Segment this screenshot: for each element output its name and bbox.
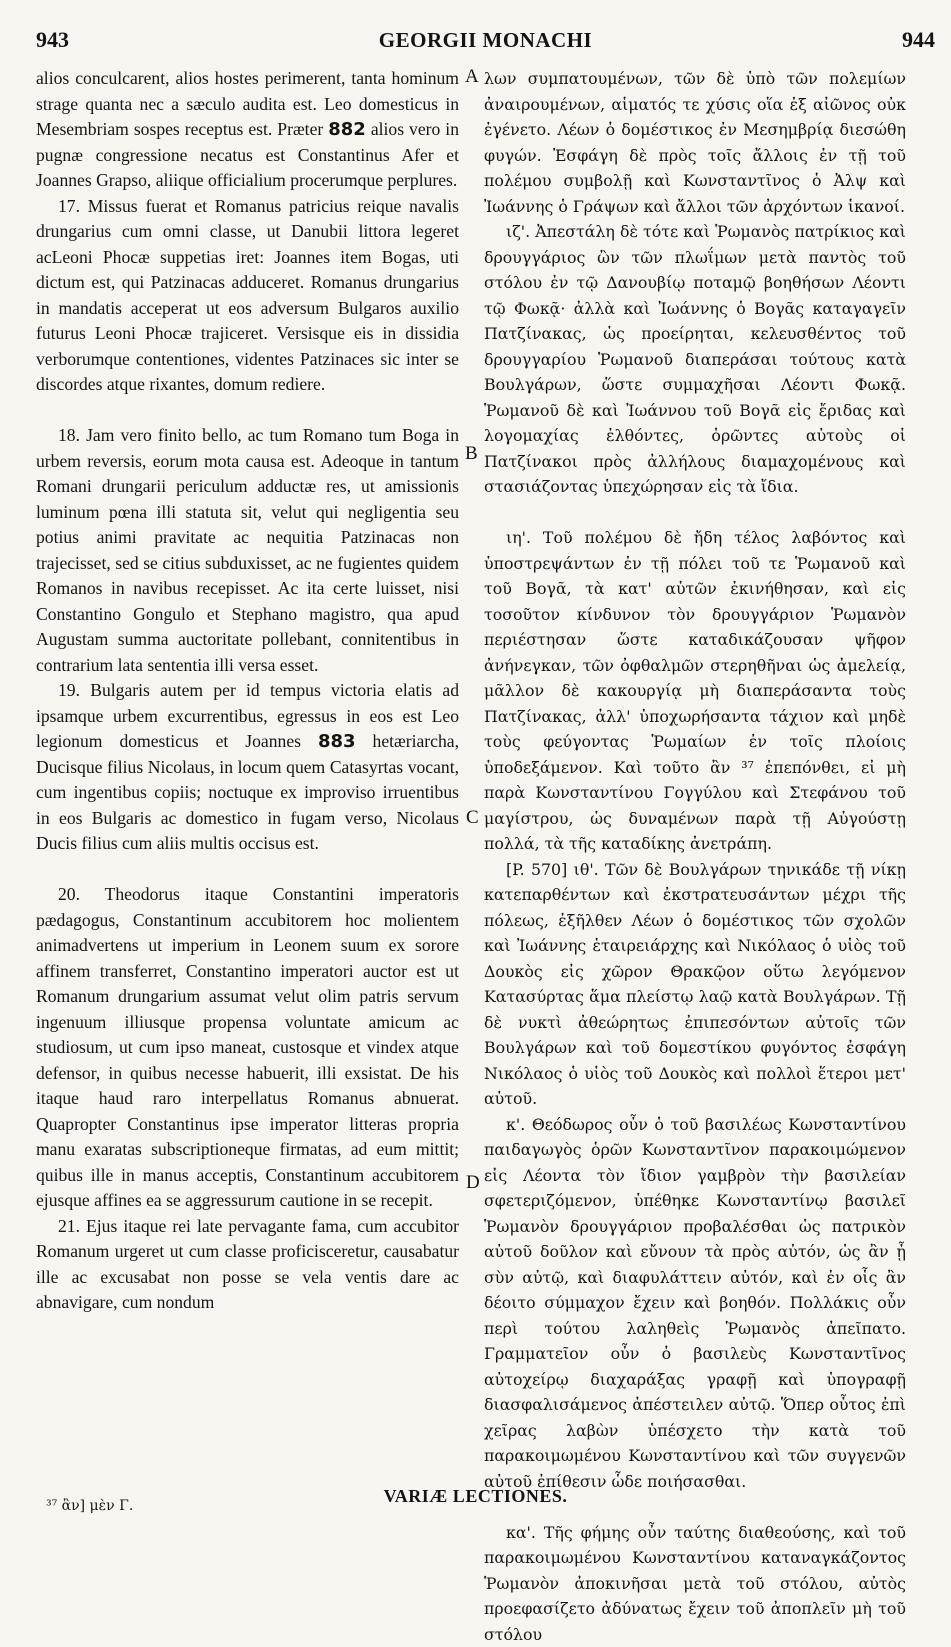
latin-text: hetæriarcha, Ducisque filius Nicolaus, in locum quem Catasyrtas vocant, cum ingentibus copiis; noctuque ex improviso irruentibus in eos Bulgaris ac domestico in fugam verso, Nicolaus Ducis filius cum aliis multis occisus est. [36, 731, 459, 853]
running-title: GEORGII MONACHI [36, 28, 935, 53]
latin-paragraph-18: 18. Jam vero finito bello, ac tum Romano tum Boga in urbem reversis, eorum mota causa est. Adeoque in tantum Romani drungarii periculum adductæ res, ut amissionis luminum pœna illi statuta sit, velut qui negligentia seu potius animi pravitate ac nequitia Patzinacas non trajecisset, sed se citius subduxisset, ac ne fugientes quidem Romanos in navibus recepisset. Ac ita certe luisset, nisi Constantino Gongulo et Stephano magistro, qua apud Augustam summa auctoritate pollebant, connitentibus in contrarium lata sententia illi versa esset. [36, 423, 459, 678]
page-reference-number: 883 [318, 731, 356, 752]
greek-paragraph-21: κα'. Τῆς φήμης οὖν ταύτης διαθεούσης, καὶ τοῦ παρακοιμωμένου Κωνσταντίνου καταναγκάζοντος Ῥωμανὸν ἀποκινῆσαι μετὰ τοῦ στόλου, αὐτὸς προεφασίζετο ἀδύνατως ἔχειν τοῦ ἀποπλεῖν μὴ τοῦ στόλου [484, 1520, 906, 1647]
page-number-right: 944 [902, 27, 935, 53]
latin-text: alios conculcarent, alios hostes perimerent, tanta hominum strage quanta nec a sæculo audita est. Leo domesticus in Mesembriam sospes receptus est. Præter [36, 68, 459, 139]
page-number-left: 943 [36, 27, 69, 53]
margin-letter-c: C [466, 807, 479, 829]
latin-paragraph-21: 21. Ejus itaque rei late pervagante fama, cum accubitor Romanum urgeret ut cum classe proficisceretur, causabatur ille ac excusabat non posse se vela ventis dare ac abnavigare, cum nondum [36, 1214, 459, 1316]
latin-text: 19. Bulgaris autem per id tempus victoria elatis ad ipsamque urbem excurrentibus, egressus in eos est Leo legionum domesticus et Joannes [36, 680, 459, 751]
greek-column [484, 66, 906, 1647]
latin-paragraph-20: 20. Theodorus itaque Constantini imperatoris pædagogus, Constantinum accubitorem hoc molientem animadvertens ut imperium in Leonem suum ex sorore affinem transferret, Constantino imperatori auctor est ut Romanum drungarium assumat velut olim patris servum ingenuum illiusque propensa voluntate amicum ac studiosum, ut cum ipso maneat, custosque et vindex atque defensor, in quibus necesse habuerit, illi exsistat. De his itaque haud raro interpellatus Romanus abnuerat. Quapropter Constantinus ipse imperator litteras propria manu exaratas subscriptioneque firmatas, ad eum mittit; quibus ille in manus acceptis, Constantinum accubitorem ejusque affines ea se aggressurum cautione in se recepit. [36, 882, 459, 1214]
page-reference-number: 882 [328, 119, 366, 140]
latin-column [36, 66, 459, 1316]
greek-paragraph-17: ιζ'. Ἀπεστάλη δὲ τότε καὶ Ῥωμανὸς πατρίκιος καὶ δρουγγάριος ὢν τῶν πλωΐμων μετὰ παντὸς τοῦ στόλου ἐν τῷ Δανουβίῳ ποταμῷ βοηθήσων Λέοντι τῷ Φωκᾷ· ἀλλὰ καὶ Ἰωάννης ὁ Βογᾶς καταγαγεῖν Πατζίνακας, ὡς προείρηται, κελευσθέντος τοῦ δρουγγαρίου Ῥωμανοῦ διαπεράσαι τούτους κατὰ Βουλγάρων, ὥστε συμμαχῆσαι Λέοντι Φωκᾷ. Ῥωμανοῦ δὲ καὶ Ἰωάννου τοῦ Βογᾶ εἰς ἔριδας καὶ λογομαχίας ἐλθόντες, ὁρῶντες αὐτοὺς οἱ Πατζίνακοι πρὸς ἀλλήλους διαμαχομένους καὶ στασιάζοντας ὑπεχώρησαν εἰς τὰ ἴδια. [484, 219, 906, 500]
latin-paragraph-16 [36, 66, 459, 194]
latin-text: alios vero in pugnæ congressione necatus est Constantinus Afer et Joannes Grapso, aliique officialium procerumque perplures. [36, 119, 459, 190]
margin-letter-a: A [465, 66, 479, 88]
greek-paragraph-19: [P. 570] ιθ'. Τῶν δὲ Βουλγάρων τηνικάδε τῇ νίκῃ κατεπαρθέντων καὶ ἐκστρατευσάντων μέχρι τῆς πόλεως, ἐξῆλθεν Λέων ὁ δομέστικος τῶν σχολῶν καὶ Ἰωάννης ἑταιρειάρχης καὶ Νικόλαος ὁ υἱὸς τοῦ Δουκὸς εἰς χῶρον Θρακῷον οὕτω λεγόμενον Κατασύρτας ἅμα πλείστῳ λαῷ κατὰ Βουλγάρων. Τῇ δὲ νυκτὶ ἀθεώρητως ἐπιπεσόντων αὐτοῖς τῶν Βουλγάρων καὶ τοῦ δομεστίκου φυγόντος ἐσφάγη Νικόλαος ὁ υἱὸς τοῦ Δουκὸς καὶ πολλοὶ ἕτεροι μετ' αὐτοῦ. [484, 857, 906, 1112]
running-header [36, 27, 935, 53]
latin-paragraph-19 [36, 678, 459, 857]
margin-letter-b: B [465, 443, 478, 465]
greek-paragraph-20: κ'. Θεόδωρος οὖν ὁ τοῦ βασιλέως Κωνσταντίνου παιδαγωγὸς ὁρῶν Κωνσταντῖνον παρακοιμώμενον εἰς Λέοντα τὸν ἴδιον γαμβρὸν τὴν βασιλείαν σφετεριζόμενον, ὑπέθηκε Κωνσταντίνῳ βασιλεῖ Ῥωμανὸν δρουγγάριον προβαλέσθαι ὡς πατρικὸν αὐτοῦ δοῦλον καὶ εὔνουν τὰ πρὸς αὐτόν, ὡς ἂν ᾖ σὺν αὐτῷ, καὶ διαφυλάττειν αὐτόν, καὶ ἐν οἷς ἂν δέοιτο σύμμαχον ἔχειν καὶ βοηθόν. Πολλάκις οὖν περὶ τούτου λαληθεὶς Ῥωμανὸς ἀπεῖπατο. Γραμματεῖον οὖν ὁ βασιλεὺς Κωνσταντῖνος αὐτοχείρῳ διαχαράξας γραφῇ καὶ ὑπογραφῇ διασφαλισάμενος ἀπέστειλεν αὐτῷ. Ὅπερ οὗτος ἐπὶ χεῖρας λαβὼν ὑπέσχετο τὴν κατὰ τοῦ παρακοιμωμένου Κωνσταντίνου καὶ τῶν συγγενῶν αὐτοῦ ἐπίθεσιν ὧδε ποιήσασθαι. [484, 1112, 906, 1495]
latin-paragraph-17: 17. Missus fuerat et Romanus patricius reique navalis drungarius cum omni classe, ut Danubii littora legeret acLeoni Phocæ suppetias iret: Joannes item Bogas, uti dictum est, qui Patzinacas adduceret. Romanus drungarius in mandatis acceperat ut eos adversum Bulgaros auxilio futurus Leoni Phocæ trajiceret. Versisque eis in dissidia verborumque contentiones, videntes Patzinaces sic inter se discordes atque rixantes, domum rediere. [36, 194, 459, 398]
greek-paragraph-18: ιη'. Τοῦ πολέμου δὲ ἤδη τέλος λαβόντος καὶ ὑποστρεψάντων ἐν τῇ πόλει τοῦ τε Ῥωμανοῦ καὶ τοῦ Βογᾶ, τὰ κατ' αὐτῶν ἐκινήθησαν, καὶ εἰς τοσοῦτον κίνδυνον τὸν δρουγγάριον Ῥωμανὸν περιέστησαν ὥστε καταδικάζουσαν ψῆφον ἀνήνεγκαν, τῶν ὀφθαλμῶν στερηθῆναι ὡς ἀμελείᾳ, μᾶλλον δὲ κακουργίᾳ μὴ διαπεράσαντα τοὺς Πατζίνακας, ἀλλ' ὑποχωρήσαντα τάχιον καὶ μηδὲ τοὺς φεύγοντας Ῥωμαίων ἐν τοῖς πλοίοις ὑποδεξάμενον. Καὶ τοῦτο ἂν ³⁷ ἐπεπόνθει, εἰ μὴ παρὰ Κωνσταντίνου Γογγύλου καὶ Στεφάνου τοῦ μαγίστρου, ὡς δυναμένων παρὰ τῇ Αὐγούστῃ πολλά, τὰ τῆς καταδίκης ἀνετράπη. [484, 525, 906, 857]
margin-letter-d: D [466, 1172, 480, 1194]
footnote: ³⁷ ἂν] μὲν Γ. [46, 1498, 133, 1514]
variae-lectiones-heading: VARIÆ LECTIONES. [0, 1486, 951, 1507]
greek-paragraph-16: λων συμπατουμένων, τῶν δὲ ὑπὸ τῶν πολεμίων ἀναιρουμένων, αἱματός τε χύσις οἵα ἐξ αἰῶνος οὐκ ἐγένετο. Λέων ὁ δομέστικος ἐν Μεσημβρίᾳ διεσώθη φυγών. Ἐσφάγη δὲ πρὸς τοῖς ἄλλοις ἐν τῇ τοῦ πολέμου συμβολῇ καὶ Κωνσταντῖνος ὁ Ἀλψ καὶ Ἰωάννης ὁ Γράψων καὶ ἄλλοι τῶν ἀρχόντων ἱκανοί. [484, 66, 906, 219]
